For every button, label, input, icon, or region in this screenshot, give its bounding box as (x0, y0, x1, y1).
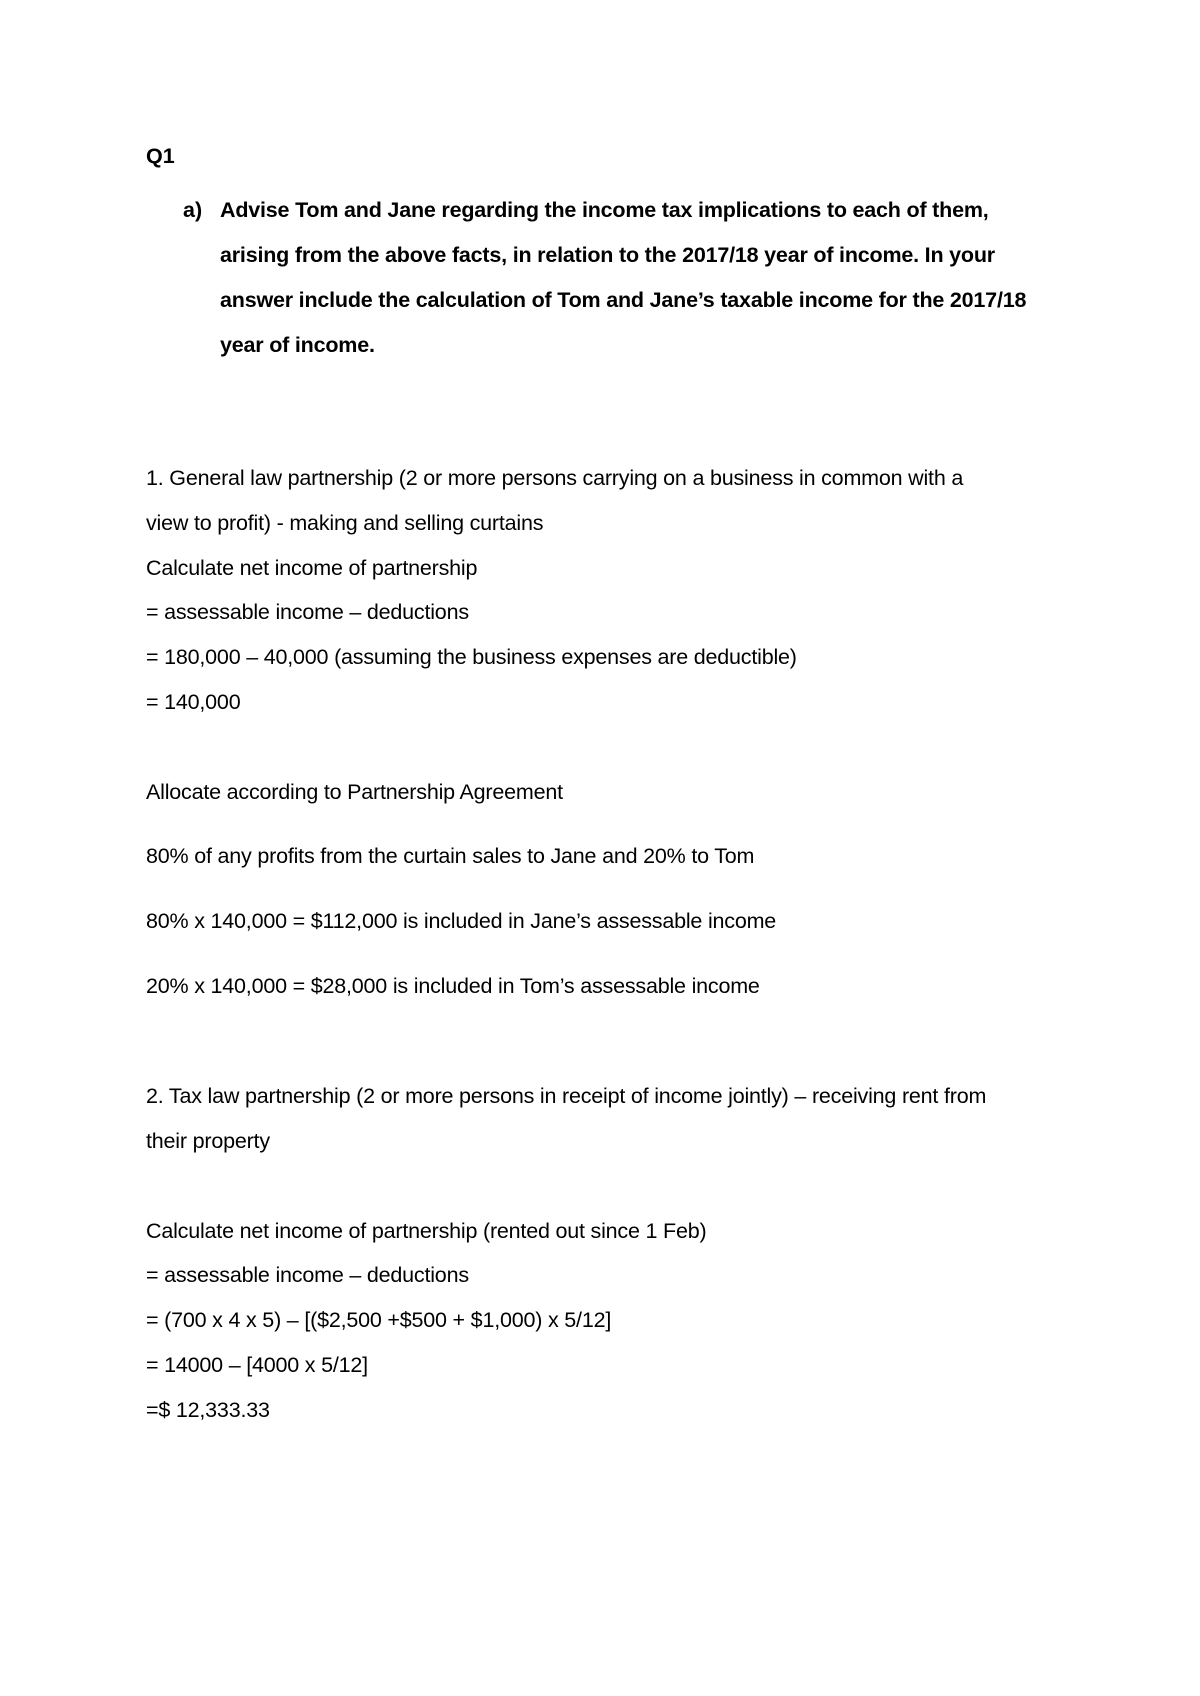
section2-calc-line-2: = assessable income – deductions (146, 1263, 469, 1287)
section1-heading-line-2: view to profit) - making and selling curtains (146, 511, 544, 535)
section2-calc-line-3: = (700 x 4 x 5) – [($2,500 +$500 + $1,000) x 5/12] (146, 1308, 612, 1332)
section2-heading-line-1: 2. Tax law partnership (2 or more persons in receipt of income jointly) – receiving rent from (146, 1084, 987, 1108)
section2-heading-line-2: their property (146, 1129, 270, 1153)
section1-calc-line-3: = 180,000 – 40,000 (assuming the business expenses are deductible) (146, 645, 797, 669)
section2-calc-line-1: Calculate net income of partnership (rented out since 1 Feb) (146, 1219, 707, 1243)
tom-allocation-line: 20% x 140,000 = $28,000 is included in Tom’s assessable income (146, 974, 760, 998)
part-marker: a) (183, 198, 203, 222)
section2-calc-line-5: =$ 12,333.33 (146, 1398, 270, 1422)
section1-calc-line-2: = assessable income – deductions (146, 600, 469, 624)
prompt-line-3: answer include the calculation of Tom and Jane’s taxable income for the 2017/18 (220, 288, 1027, 312)
prompt-line-1: Advise Tom and Jane regarding the income tax implications to each of them, (220, 198, 989, 222)
jane-allocation-line: 80% x 140,000 = $112,000 is included in Jane’s assessable income (146, 909, 777, 933)
section2-calc-line-4: = 14000 – [4000 x 5/12] (146, 1353, 368, 1377)
prompt-line-4: year of income. (220, 333, 375, 357)
question-label: Q1 (146, 144, 175, 168)
section1-calc-line-1: Calculate net income of partnership (146, 556, 478, 580)
allocate-heading: Allocate according to Partnership Agreement (146, 780, 563, 804)
section1-heading-line-1: 1. General law partnership (2 or more persons carrying on a business in common with a (146, 466, 964, 490)
profit-split-text: 80% of any profits from the curtain sales to Jane and 20% to Tom (146, 844, 755, 868)
section1-calc-line-4: = 140,000 (146, 690, 241, 714)
prompt-line-2: arising from the above facts, in relation to the 2017/18 year of income. In your (220, 243, 995, 267)
